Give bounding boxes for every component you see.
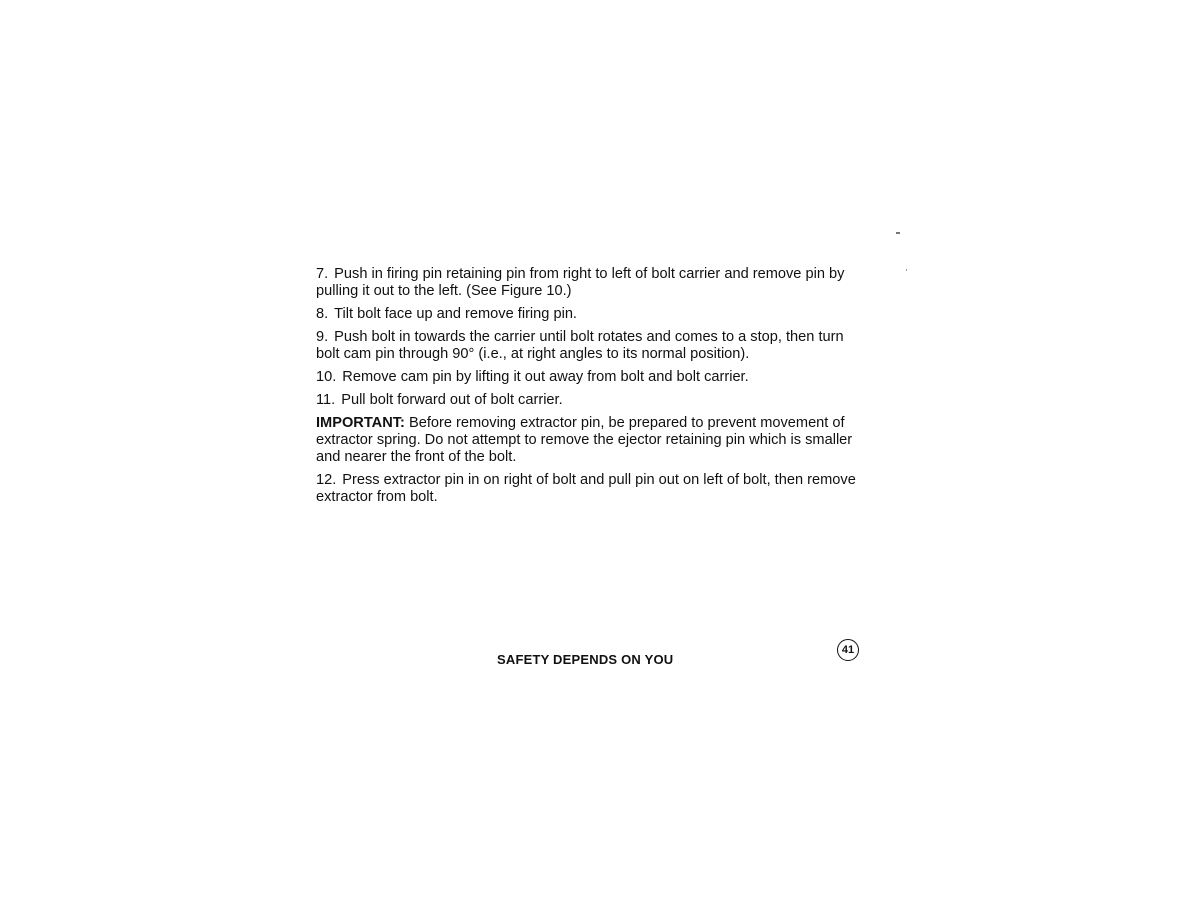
step-text: Pull bolt forward out of bolt carrier. <box>341 392 563 408</box>
step-number: 8. <box>316 306 329 322</box>
step-number: 12. <box>316 472 337 488</box>
important-text: Before removing extractor pin, be prepared to prevent movement of extractor spring. Do not attempt to remove the ejector retaining pin which is smaller and nearer the front of the bolt. <box>316 415 853 465</box>
scan-speck <box>896 232 900 234</box>
step-10 <box>316 369 856 386</box>
page-number-badge: 41 <box>837 639 859 661</box>
step-text: Press extractor pin in on right of bolt and pull pin out on left of bolt, then remove extractor from bolt. <box>316 472 856 505</box>
step-number: 7. <box>316 266 329 282</box>
step-12 <box>316 472 856 506</box>
step-text: Remove cam pin by lifting it out away from bolt and bolt carrier. <box>342 369 749 385</box>
step-11 <box>316 392 856 409</box>
step-text: Tilt bolt face up and remove firing pin. <box>334 306 577 322</box>
footer-slogan: SAFETY DEPENDS ON YOU <box>497 652 674 667</box>
instruction-text <box>316 266 856 512</box>
important-label: IMPORTANT: <box>316 415 405 431</box>
step-number: 9. <box>316 329 329 345</box>
important-note <box>316 415 856 466</box>
step-number: 11. <box>316 392 336 408</box>
step-text: Push in firing pin retaining pin from right to left of bolt carrier and remove pin by pulling it out to the left. (See Figure 10.) <box>316 266 845 299</box>
step-8 <box>316 306 856 323</box>
scan-speck <box>906 269 907 271</box>
step-7 <box>316 266 856 300</box>
step-9 <box>316 329 856 363</box>
step-number: 10. <box>316 369 337 385</box>
step-text: Push bolt in towards the carrier until bolt rotates and comes to a stop, then turn bolt cam pin through 90° (i.e., at right angles to its normal position). <box>316 329 844 362</box>
